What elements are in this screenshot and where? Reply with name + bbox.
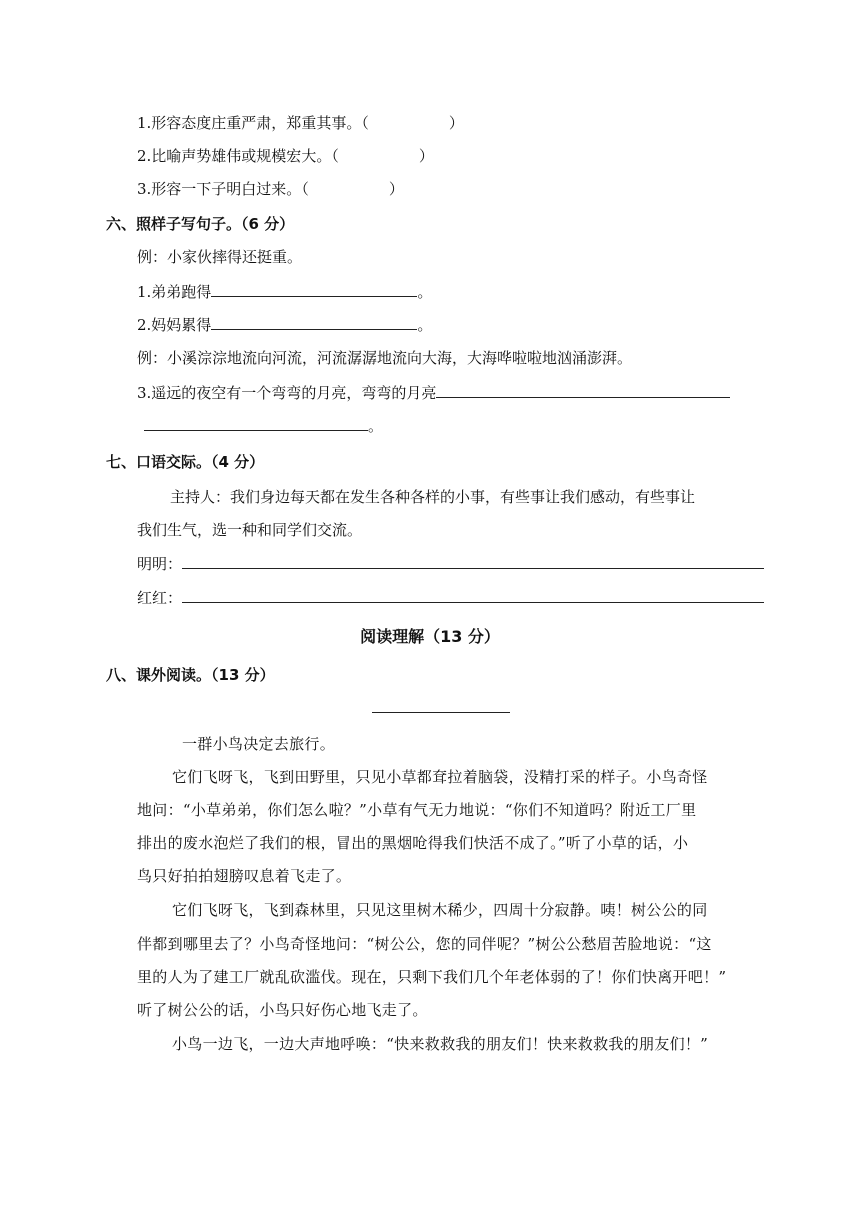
- story-line: 鸟只好拍拍翅膀叹息着飞走了。: [137, 867, 352, 885]
- period: 。: [417, 283, 433, 301]
- period: 。: [417, 316, 433, 334]
- section-8-title: 八、课外阅读。（13 分）: [106, 666, 275, 684]
- story-line: 它们飞呀飞，飞到田野里，只见小草都耷拉着脑袋，没精打采的样子。小鸟奇怪: [172, 768, 708, 786]
- s6-q3-text: 3.遥远的夜空有一个弯弯的月亮，弯弯的月亮: [137, 384, 437, 402]
- story-line: 小鸟一边飞，一边大声地呼唤：“快来救救我的朋友们！快来救救我的朋友们！”: [172, 1035, 709, 1053]
- section-7-title: 七、口语交际。（4 分）: [106, 453, 265, 471]
- answer-line[interactable]: [144, 414, 368, 431]
- answer-blank[interactable]: [339, 145, 419, 161]
- story-line: 一群小鸟决定去旅行。: [182, 735, 336, 753]
- s6-q2: [137, 313, 432, 335]
- q5-item-3: [137, 178, 404, 199]
- host-prompt-line-1: 主持人：我们身边每天都在发生各种各样的小事，有些事让我们感动，有些事让: [170, 488, 696, 506]
- mingming-answer-line[interactable]: [182, 552, 764, 569]
- s6-q3-cont: [144, 414, 383, 436]
- q5-item-1-text: 1.形容态度庄重严肃，郑重其事。（: [137, 114, 369, 132]
- close-paren: ）: [388, 180, 404, 198]
- q5-item-2-text: 2.比喻声势雄伟或规模宏大。（: [137, 147, 339, 165]
- s6-q1-text: 1.弟弟跑得: [137, 283, 212, 301]
- story-line: 伴都到哪里去了？小鸟奇怪地问：“树公公，您的同伴呢？”树公公愁眉苦脸地说：“这: [137, 935, 712, 953]
- answer-line[interactable]: [211, 313, 417, 330]
- answer-blank[interactable]: [369, 112, 449, 128]
- period: 。: [368, 417, 384, 435]
- close-paren: ）: [418, 147, 434, 165]
- s6-q2-text: 2.妈妈累得: [137, 316, 212, 334]
- s6-q3: [137, 381, 730, 403]
- honghong-label: 红红：: [137, 589, 183, 607]
- story-line: 里的人为了建工厂就乱砍滥伐。现在，只剩下我们几个年老体弱的了！你们快离开吧！”: [137, 968, 727, 986]
- answer-blank[interactable]: [309, 178, 389, 194]
- story-title-blank[interactable]: [372, 712, 510, 713]
- q5-item-2: [137, 145, 434, 166]
- honghong-row: [137, 586, 764, 608]
- story-line: 它们飞呀飞，飞到森林里，只见这里树木稀少，四周十分寂静。咦！树公公的同: [172, 901, 708, 919]
- story-line: 地问：“小草弟弟，你们怎么啦？”小草有气无力地说：“你们不知道吗？附近工厂里: [137, 801, 697, 819]
- answer-line[interactable]: [211, 280, 417, 297]
- section-6-title: 六、照样子写句子。（6 分）: [106, 215, 295, 233]
- mingming-label: 明明：: [137, 555, 183, 573]
- story-line: 排出的废水泡烂了我们的根，冒出的黑烟呛得我们快活不成了。”听了小草的话，小: [137, 834, 689, 852]
- q5-item-1: [137, 112, 464, 133]
- host-prompt-line-2: 我们生气，选一种和同学们交流。: [137, 521, 363, 539]
- reading-section-title: 阅读理解（13 分）: [360, 627, 500, 646]
- q5-item-3-text: 3.形容一下子明白过来。（: [137, 180, 309, 198]
- example-1: 例：小家伙摔得还挺重。: [137, 248, 303, 266]
- close-paren: ）: [448, 114, 464, 132]
- honghong-answer-line[interactable]: [182, 586, 764, 603]
- example-2: 例：小溪淙淙地流向河流，河流潺潺地流向大海，大海哗啦啦地汹涌澎湃。: [137, 349, 633, 367]
- mingming-row: [137, 552, 764, 574]
- s6-q1: [137, 280, 432, 302]
- story-line: 听了树公公的话，小鸟只好伤心地飞走了。: [137, 1001, 428, 1019]
- answer-line[interactable]: [436, 381, 730, 398]
